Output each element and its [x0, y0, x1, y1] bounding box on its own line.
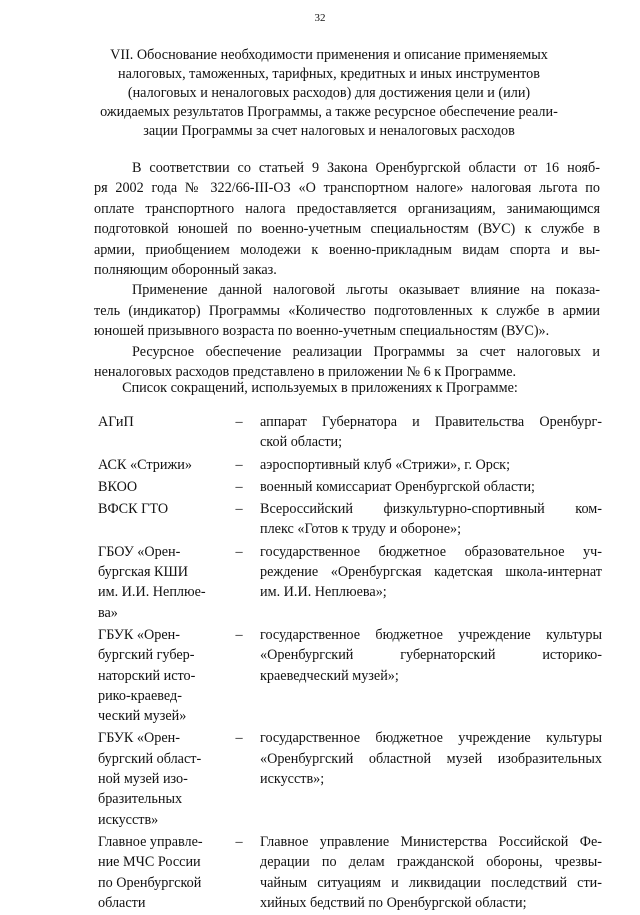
- section-heading: [94, 46, 564, 141]
- page-number: 32: [314, 12, 326, 24]
- text-line: Ресурсное обеспечение реализации Программы за счет налоговых и: [132, 343, 600, 360]
- dash-separator: –: [235, 833, 243, 850]
- text-line: ря 2002 года № 322/66-III-ОЗ «О транспортном налоге» налоговая льгота по: [94, 180, 600, 197]
- abbreviation-term: ВКОО: [98, 478, 138, 495]
- abbreviation-row: [98, 412, 602, 453]
- abbreviation-definition: аэроспортивный клуб «Стрижи», г. Орск;: [260, 456, 511, 473]
- abbreviation-row: [98, 728, 602, 829]
- abbreviation-term: Главное управле- ние МЧС России по Оренбургской области: [98, 833, 203, 911]
- abbreviations-list: [98, 412, 602, 915]
- abbreviation-definition: Всероссийский физкультурно-спортивный ком- плекс «Готов к труду и обороне»;: [260, 501, 602, 538]
- abbreviation-term: ВФСК ГТО: [98, 501, 169, 518]
- body-text: [94, 158, 600, 382]
- paragraph-tax-benefit: [94, 158, 600, 280]
- abbreviation-row: [98, 542, 602, 623]
- dash-separator: –: [235, 626, 243, 643]
- abbreviations-title: Список сокращений, используемых в приложениях к Программе:: [122, 380, 518, 396]
- abbreviation-definition: военный комиссариат Оренбургской области;: [260, 478, 535, 495]
- heading-line: налоговых, таможенных, тарифных, кредитных и иных инструментов: [118, 66, 540, 82]
- heading-line: VII. Обоснование необходимости применения и описание применяемых: [110, 47, 548, 63]
- text-line: оплате транспортного налога предоставляется организациям, занимающимся: [94, 200, 600, 217]
- abbreviation-term: ГБУК «Орен- бургский губер- наторский исто- рико-краевед- ческий музей»: [98, 626, 196, 725]
- dash-separator: –: [235, 478, 243, 495]
- dash-separator: –: [235, 456, 243, 473]
- text-line: юношей призывного возраста по военно-учетным специальностям (ВУС)».: [94, 323, 550, 340]
- text-line: армии, приобщением молодежи к военно-прикладным видам спорта и вы-: [94, 241, 600, 258]
- dash-separator: –: [235, 414, 243, 430]
- abbreviation-definition: аппарат Губернатора и Правительства Оренбург- ской области;: [260, 414, 602, 451]
- abbreviation-row: [98, 455, 602, 475]
- abbreviation-row: [98, 625, 602, 726]
- abbreviation-term: ГБОУ «Орен- бургская КШИ им. И.И. Неплюе- ва»: [98, 543, 206, 621]
- heading-line: ожидаемых результатов Программы, а также ресурсное обеспечение реали-: [100, 104, 558, 120]
- abbreviation-row: [98, 477, 602, 497]
- abbreviation-term: АСК «Стрижи»: [98, 456, 192, 473]
- paragraph-indicator: [94, 280, 600, 341]
- abbreviation-term: ГБУК «Орен- бургский област- ной музей изо- бразительных искусств»: [98, 730, 202, 828]
- heading-line: зации Программы за счет налоговых и неналоговых расходов: [143, 123, 515, 139]
- text-line: Применение данной налоговой льготы оказывает влияние на показа-: [132, 282, 600, 299]
- abbreviation-term: АГиП: [98, 414, 134, 430]
- abbreviation-row: [98, 499, 602, 540]
- abbreviation-definition: Главное управление Министерства Российской Фе- дерации по делам гражданской обороны, чрезвы- чайным ситуациям и ликвидации последствий сти- хийных бедствий по Оренбургской области;: [260, 833, 602, 911]
- abbreviation-row: [98, 832, 602, 913]
- abbreviation-definition: государственное бюджетное образовательное уч- реждение «Оренбургская кадетская школа-интернат им. И.И. Неплюева»;: [260, 543, 602, 601]
- dash-separator: –: [235, 501, 243, 518]
- dash-separator: –: [235, 730, 243, 747]
- heading-line: (налоговых и неналоговых расходов) для достижения цели и (или): [127, 85, 531, 101]
- dash-separator: –: [235, 543, 243, 560]
- text-line: подготовкой юношей по военно-учетным специальностям (ВУС) к службе в: [94, 221, 600, 238]
- paragraph-resources: [94, 342, 600, 383]
- text-line: полняющим оборонный заказ.: [94, 262, 277, 279]
- abbreviation-definition: государственное бюджетное учреждение культуры «Оренбургский областной музей изобразительных искусств»;: [260, 730, 602, 788]
- text-line: тель (индикатор) Программы «Количество подготовленных к службе в армии: [94, 302, 600, 319]
- text-line: неналоговых расходов представлено в приложении № 6 к Программе.: [94, 364, 517, 381]
- text-line: В соответствии со статьей 9 Закона Оренбургской области от 16 нояб-: [132, 160, 600, 176]
- abbreviation-definition: государственное бюджетное учреждение культуры «Оренбургский губернаторский историко- краеведческий музей»;: [260, 626, 602, 684]
